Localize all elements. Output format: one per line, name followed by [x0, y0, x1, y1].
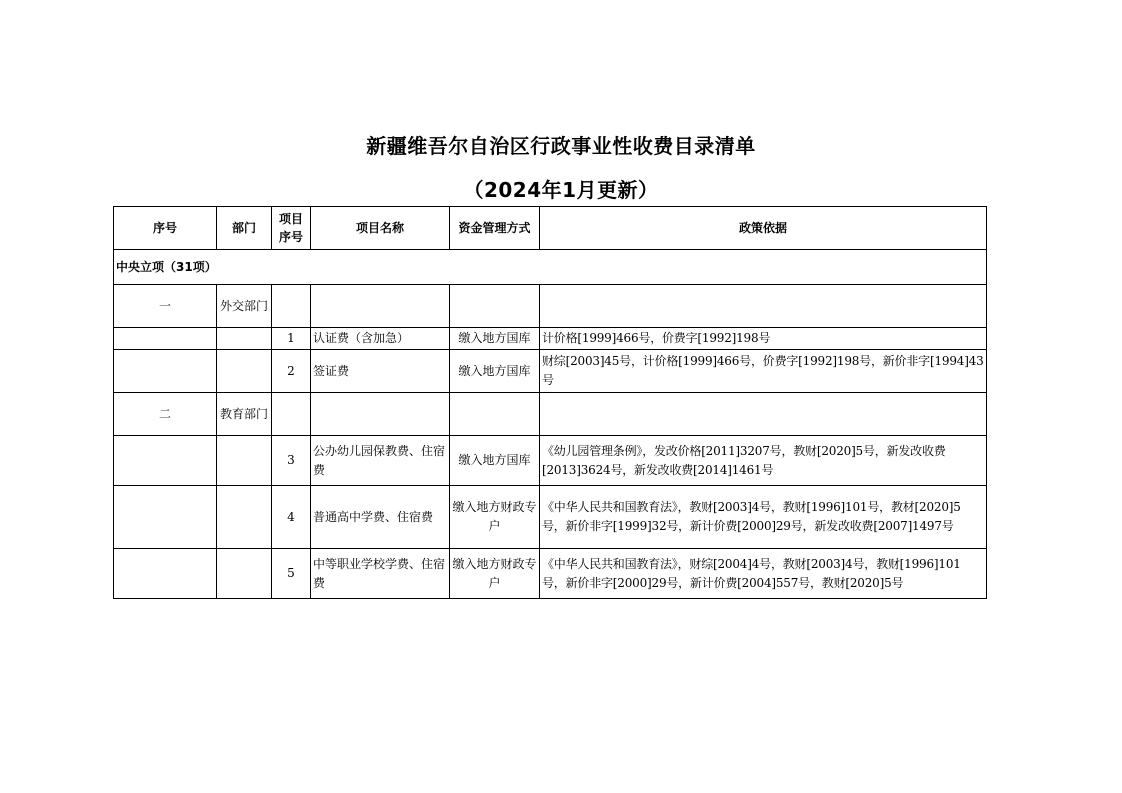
fee-catalog-table — [113, 206, 987, 599]
document-title: 新疆维吾尔自治区行政事业性收费目录清单 — [366, 134, 756, 158]
cell-fund-mgmt: 缴入地方财政专户 — [450, 549, 540, 599]
cell-dept — [217, 350, 272, 393]
cell-policy: 财综[2003]45号，计价格[1999]466号，价费字[1992]198号，新价非字[1994]43号 — [540, 350, 987, 393]
cell-seq — [114, 436, 217, 486]
cell-item-name: 认证费（含加急） — [311, 328, 450, 350]
cell-item-seq — [272, 285, 311, 328]
cell-seq: 二 — [114, 393, 217, 436]
cell-item-seq: 5 — [272, 549, 311, 599]
section-label: 中央立项（31项） — [114, 250, 987, 285]
table-row — [114, 486, 987, 549]
header-fund-mgmt: 资金管理方式 — [450, 207, 540, 250]
cell-fund-mgmt — [450, 285, 540, 328]
cell-policy: 《幼儿园管理条例》，发改价格[2011]3207号，教财[2020]5号，新发改收费[2013]3624号，新发改收费[2014]1461号 — [540, 436, 987, 486]
cell-dept — [217, 486, 272, 549]
cell-item-name — [311, 285, 450, 328]
cell-policy: 《中华人民共和国教育法》，教财[2003]4号，教财[1996]101号，教材[2020]5号，新价非字[1999]32号，新计价费[2000]29号，新发改收费[2007]1497号 — [540, 486, 987, 549]
cell-item-seq: 1 — [272, 328, 311, 350]
cell-seq: 一 — [114, 285, 217, 328]
cell-fund-mgmt: 缴入地方国库 — [450, 328, 540, 350]
cell-fund-mgmt: 缴入地方财政专户 — [450, 486, 540, 549]
cell-policy: 计价格[1999]466号，价费字[1992]198号 — [540, 328, 987, 350]
cell-policy: 《中华人民共和国教育法》，财综[2004]4号，教财[2003]4号，教财[1996]101号，新价非字[2000]29号，新计价费[2004]557号，教财[2020]5号 — [540, 549, 987, 599]
cell-item-name: 普通高中学费、住宿费 — [311, 486, 450, 549]
cell-item-seq — [272, 393, 311, 436]
table-row — [114, 328, 987, 350]
header-policy: 政策依据 — [540, 207, 987, 250]
cell-policy — [540, 393, 987, 436]
table-row — [114, 549, 987, 599]
cell-policy — [540, 285, 987, 328]
header-dept: 部门 — [217, 207, 272, 250]
cell-seq — [114, 328, 217, 350]
cell-dept: 教育部门 — [217, 393, 272, 436]
table-row — [114, 350, 987, 393]
table-row — [114, 285, 987, 328]
cell-item-seq: 3 — [272, 436, 311, 486]
cell-item-seq: 2 — [272, 350, 311, 393]
cell-item-name: 签证费 — [311, 350, 450, 393]
cell-fund-mgmt: 缴入地方国库 — [450, 436, 540, 486]
cell-seq — [114, 350, 217, 393]
header-item-name: 项目名称 — [311, 207, 450, 250]
header-item-seq: 项目序号 — [272, 207, 311, 250]
cell-item-name: 中等职业学校学费、住宿费 — [311, 549, 450, 599]
cell-fund-mgmt — [450, 393, 540, 436]
cell-seq — [114, 549, 217, 599]
cell-item-name: 公办幼儿园保教费、住宿费 — [311, 436, 450, 486]
cell-seq — [114, 486, 217, 549]
table-header — [114, 207, 987, 250]
cell-item-name — [311, 393, 450, 436]
cell-dept: 外交部门 — [217, 285, 272, 328]
table-row — [114, 436, 987, 486]
cell-dept — [217, 436, 272, 486]
cell-item-seq: 4 — [272, 486, 311, 549]
cell-dept — [217, 549, 272, 599]
header-seq: 序号 — [114, 207, 217, 250]
section-row — [114, 250, 987, 285]
document-subtitle: （2024年1月更新） — [463, 178, 659, 202]
table-row — [114, 393, 987, 436]
cell-dept — [217, 328, 272, 350]
cell-fund-mgmt: 缴入地方国库 — [450, 350, 540, 393]
